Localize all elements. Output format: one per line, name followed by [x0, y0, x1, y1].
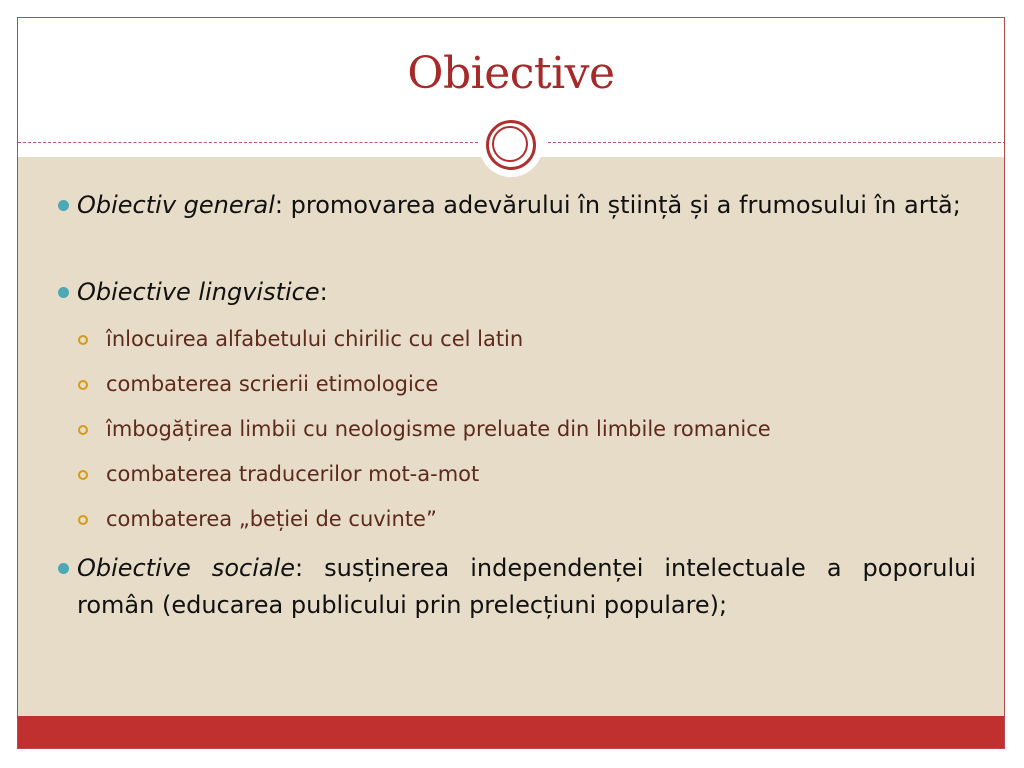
ring-bullet-icon	[78, 380, 88, 390]
item-label: Obiectiv general	[77, 191, 275, 219]
bullet-dot-icon	[58, 287, 69, 298]
item-label: Obiective sociale	[77, 554, 296, 582]
sub-item-text: combaterea scrierii etimologice	[106, 372, 439, 396]
bullet-dot-icon	[58, 200, 69, 211]
item-text	[77, 187, 976, 224]
bullet-dot-icon	[58, 563, 69, 574]
sub-item-text: îmbogățirea limbii cu neologisme preluate din limbile romanice	[106, 417, 771, 441]
slide	[17, 17, 1005, 749]
sub-item-text: înlocuirea alfabetului chirilic cu cel latin	[106, 327, 524, 351]
divider-right	[548, 142, 1005, 143]
sub-item-text: combaterea „beției de cuvinte”	[106, 507, 437, 531]
item-text	[77, 550, 976, 624]
item-separator: :	[319, 278, 328, 306]
slide-title: Obiective	[407, 48, 615, 99]
item-body: susținerea independenței intelectuale a poporului român (educarea publicului prin prelecțiuni populare);	[77, 554, 976, 619]
ring-bullet-icon	[78, 425, 88, 435]
item-separator: :	[295, 554, 304, 582]
sub-item-text: combaterea traducerilor mot-a-mot	[106, 462, 480, 486]
item-label: Obiective lingvistice	[77, 278, 320, 306]
footer-bar	[18, 716, 1004, 749]
ring-bullet-icon	[78, 515, 88, 525]
ring-bullet-icon	[78, 470, 88, 480]
content-area	[18, 157, 1004, 716]
item-body: promovarea adevărului în știință și a frumosului în artă;	[282, 191, 961, 219]
divider-left	[18, 142, 478, 143]
ring-bullet-icon	[78, 335, 88, 345]
circle-ornament-icon	[479, 113, 543, 177]
item-text	[77, 274, 976, 311]
item-separator: :	[274, 191, 283, 219]
